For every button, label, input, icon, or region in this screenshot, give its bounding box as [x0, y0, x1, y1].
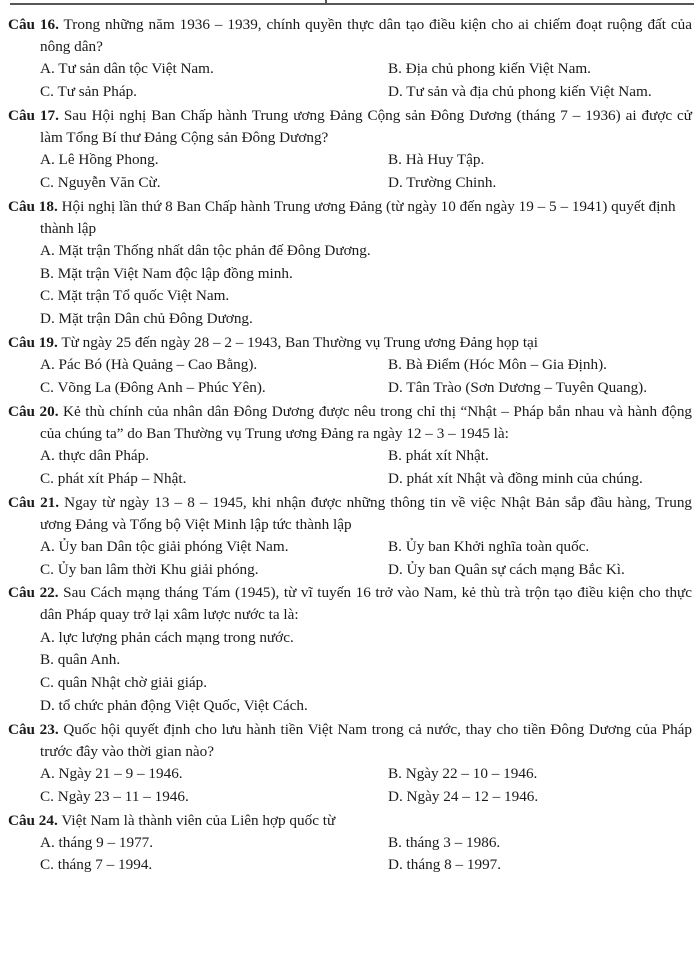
question-item [8, 582, 692, 717]
question-text [8, 196, 692, 240]
option-c[interactable]: C. Ngày 23 – 11 – 1946. [40, 787, 189, 805]
option-c[interactable]: C. Võng La (Đông Anh – Phúc Yên). [40, 378, 266, 396]
option-b[interactable]: B. Ngày 22 – 10 – 1946. [388, 764, 538, 782]
option-c[interactable]: C. tháng 7 – 1994. [40, 856, 153, 874]
option-d[interactable]: D. Tư sản và địa chủ phong kiến Việt Nam. [388, 83, 652, 101]
option-a[interactable]: A. Lê Hồng Phong. [40, 151, 159, 169]
question-number: Câu 19. [8, 334, 58, 352]
question-text [8, 105, 692, 149]
question-body: Sau Cách mạng tháng Tám (1945), từ vĩ tuyến 16 trở vào Nam, kẻ thù trà trộn tạo điều kiện cho thực dân Pháp quay trở lại xâm lược nước ta là: [40, 584, 693, 624]
question-body: Trong những năm 1936 – 1939, chính quyền thực dân tạo điều kiện cho ai chiếm đoạt ruộng đất của nông dân? [40, 16, 692, 56]
option-group [8, 536, 692, 582]
option-d[interactable]: D. tháng 8 – 1997. [388, 856, 502, 874]
question-text [8, 719, 692, 763]
question-body: Quốc hội quyết định cho lưu hành tiền Việt Nam trong cả nước, thay cho tiền Đông Dương của Pháp trước đây vào thời gian nào? [40, 720, 693, 760]
option-b[interactable]: B. Ủy ban Khởi nghĩa toàn quốc. [388, 537, 590, 555]
option-d[interactable]: D. tổ chức phản động Việt Quốc, Việt Cách. [40, 696, 308, 714]
option-d[interactable]: D. Trường Chinh. [388, 173, 497, 191]
question-body: Hội nghị lần thứ 8 Ban Chấp hành Trung ương Đảng (từ ngày 10 đến ngày 19 – 5 – 1941) quyết định thành lập [40, 197, 676, 237]
option-c[interactable]: C. Nguyễn Văn Cừ. [40, 173, 161, 191]
option-a[interactable]: A. Mặt trận Thống nhất dân tộc phản đế Đông Dương. [40, 241, 371, 259]
question-body: Từ ngày 25 đến ngày 28 – 2 – 1943, Ban Thường vụ Trung ương Đảng họp tại [61, 334, 538, 352]
question-item [8, 14, 692, 104]
option-a[interactable]: A. Tư sản dân tộc Việt Nam. [40, 60, 214, 78]
option-group [8, 763, 692, 809]
option-group [8, 445, 692, 491]
question-item [8, 719, 692, 809]
question-text [8, 401, 692, 445]
option-group [8, 149, 692, 195]
option-b[interactable]: B. quân Anh. [40, 651, 121, 669]
option-b[interactable]: B. Hà Huy Tập. [388, 151, 485, 169]
option-b[interactable]: B. Mặt trận Việt Nam độc lập đồng minh. [40, 264, 293, 282]
option-a[interactable]: A. Ủy ban Dân tộc giải phóng Việt Nam. [40, 537, 289, 555]
option-d[interactable]: D. Mặt trận Dân chủ Đông Dương. [40, 310, 253, 328]
question-item [8, 401, 692, 491]
option-group [8, 58, 692, 104]
option-c[interactable]: C. Tư sản Pháp. [40, 83, 137, 101]
option-group [8, 354, 692, 400]
question-text [8, 332, 692, 354]
question-item [8, 105, 692, 195]
question-number: Câu 16. [8, 16, 59, 33]
question-number: Câu 20. [8, 402, 59, 420]
question-text [8, 14, 692, 58]
option-a[interactable]: A. Ngày 21 – 9 – 1946. [40, 764, 183, 782]
question-number: Câu 23. [8, 720, 59, 738]
option-b[interactable]: B. Bà Điểm (Hóc Môn – Gia Định). [388, 356, 607, 374]
question-item [8, 492, 692, 582]
option-group [8, 832, 692, 878]
question-number: Câu 21. [8, 493, 60, 511]
option-group [8, 240, 692, 331]
question-item [8, 332, 692, 400]
page-top-rule [10, 3, 694, 5]
option-a[interactable]: A. lực lượng phản cách mạng trong nước. [40, 628, 294, 646]
question-item [8, 196, 692, 331]
question-number: Câu 22. [8, 584, 59, 602]
option-d[interactable]: D. phát xít Nhật và đồng minh của chúng. [388, 469, 643, 487]
question-text [8, 810, 692, 832]
option-a[interactable]: A. tháng 9 – 1977. [40, 833, 154, 851]
question-text [8, 582, 692, 626]
question-text [8, 492, 692, 536]
option-b[interactable]: B. tháng 3 – 1986. [388, 833, 501, 851]
option-c[interactable]: C. Mặt trận Tổ quốc Việt Nam. [40, 287, 230, 305]
option-d[interactable]: D. Tân Trào (Sơn Dương – Tuyên Quang). [388, 378, 648, 396]
question-body: Việt Nam là thành viên của Liên hợp quốc từ [61, 811, 336, 829]
question-number: Câu 24. [8, 811, 58, 829]
question-number: Câu 18. [8, 197, 58, 215]
option-b[interactable]: B. phát xít Nhật. [388, 446, 489, 464]
option-c[interactable]: C. phát xít Pháp – Nhật. [40, 469, 187, 487]
question-list [8, 0, 692, 877]
question-item [8, 810, 692, 878]
option-b[interactable]: B. Địa chủ phong kiến Việt Nam. [388, 60, 591, 78]
question-body: Sau Hội nghị Ban Chấp hành Trung ương Đảng Cộng sản Đông Dương (tháng 7 – 1936) ai được cử làm Tổng Bí thư Đảng Cộng sản Đông Dương? [40, 106, 692, 146]
option-d[interactable]: D. Ủy ban Quân sự cách mạng Bắc Kì. [388, 560, 625, 578]
option-a[interactable]: A. thực dân Pháp. [40, 446, 150, 464]
question-number: Câu 17. [8, 106, 59, 124]
option-a[interactable]: A. Pác Bó (Hà Quảng – Cao Bằng). [40, 356, 258, 374]
question-body: Kẻ thù chính của nhân dân Đông Dương được nêu trong chỉ thị “Nhật – Pháp bắn nhau và hành động của chúng ta” do Ban Thường vụ Trung ương Đảng ra ngày 12 – 3 – 1945 là: [40, 402, 693, 442]
option-c[interactable]: C. Ủy ban lâm thời Khu giải phóng. [40, 560, 259, 578]
option-d[interactable]: D. Ngày 24 – 12 – 1946. [388, 787, 539, 805]
option-c[interactable]: C. quân Nhật chờ giải giáp. [40, 674, 208, 692]
question-body: Ngay từ ngày 13 – 8 – 1945, khi nhận được những thông tin về việc Nhật Bản sắp đầu hàng, Trung ương Đảng và Tổng bộ Việt Minh lập tức thành lập [40, 493, 693, 533]
option-group [8, 627, 692, 718]
